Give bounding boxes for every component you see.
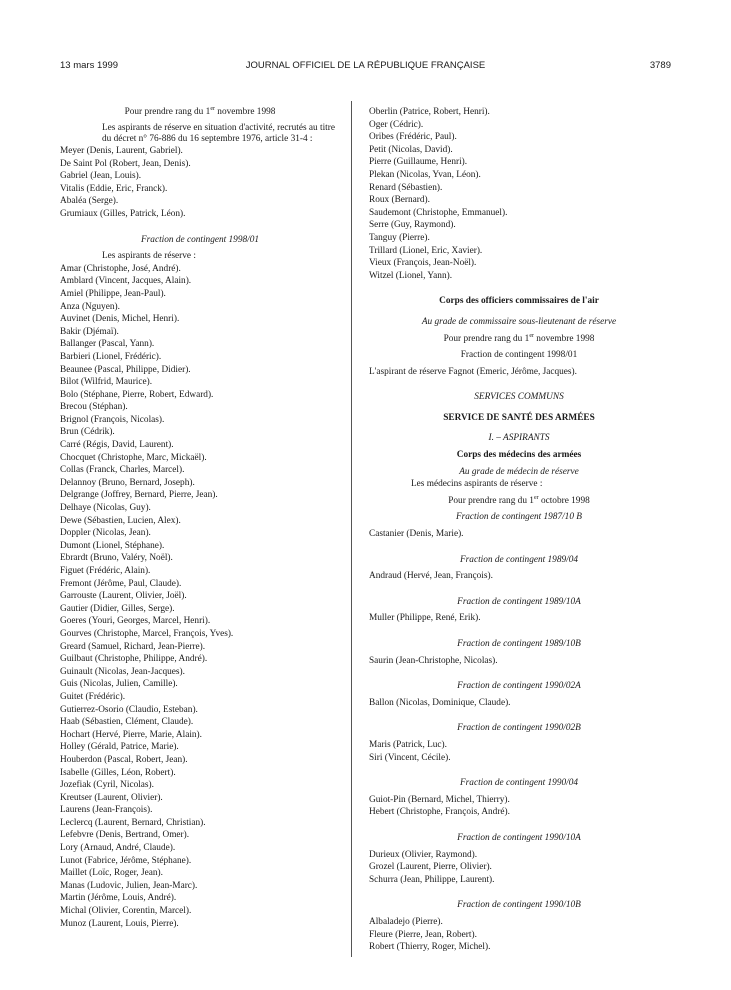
names-list-a: [60, 145, 340, 221]
list-item: Gautier (Didier, Gilles, Serge).: [60, 603, 175, 614]
list-item: Renard (Sébastien).: [369, 182, 443, 193]
page-date: 13 mars 1999: [60, 60, 119, 71]
list-item: Tanguy (Pierre).: [369, 232, 430, 243]
list-item: Vieux (François, Jean-Noël).: [369, 258, 477, 269]
list-item: Guitet (Frédéric).: [60, 691, 126, 702]
list-item: Brignol (François, Nicolas).: [60, 414, 165, 425]
fraction-label: Fraction de contingent 1987/10 B: [455, 512, 582, 523]
list-item: Delannoy (Bruno, Bernard, Joseph).: [60, 477, 195, 488]
sante-heading: SERVICE DE SANTÉ DES ARMÉES: [443, 412, 595, 423]
list-item: Oberlin (Patrice, Robert, Henri).: [369, 107, 490, 117]
list-item: Grozel (Laurent, Pierre, Olivier).: [369, 862, 492, 873]
list-item: Petit (Nicolas, David).: [369, 144, 453, 155]
list-item: Guiot-Pin (Bernard, Michel, Thierry).: [369, 794, 510, 805]
sub-intro: Les aspirants de réserve :: [102, 251, 196, 262]
list-item: Siri (Vincent, Cécile).: [369, 752, 451, 763]
list-item: Plekan (Nicolas, Yvan, Léon).: [369, 169, 481, 180]
list-item: Lefebvre (Denis, Bertrand, Omer).: [60, 830, 190, 841]
med-intro: Les médecins aspirants de réserve :: [411, 479, 543, 490]
list-item: Fleure (Pierre, Jean, Robert).: [369, 929, 477, 940]
list-item: Houberdon (Pascal, Robert, Jean).: [60, 754, 188, 765]
list-item: Gabriel (Jean, Louis).: [60, 171, 142, 182]
list-item: Martin (Jérôme, Louis, André).: [60, 893, 177, 904]
list-item: Abaléa (Serge).: [60, 196, 119, 207]
fraction-groups: [369, 511, 669, 953]
list-item: Serre (Guy, Raymond).: [369, 220, 456, 231]
corps-entry: L'aspirant de réserve Fagnot (Emeric, Jérôme, Jacques).: [369, 366, 577, 377]
list-item: Laurens (Jean-François).: [60, 805, 153, 816]
list-item: Ebrardt (Bruno, Valéry, Noël).: [60, 553, 173, 564]
med-rank: Pour prendre rang du 1er octobre 1998: [448, 494, 590, 506]
column-divider: [351, 101, 352, 957]
list-item: Leclercq (Laurent, Bernard, Christian).: [60, 817, 206, 828]
list-item: Muller (Philippe, René, Erik).: [369, 613, 481, 624]
list-item: Oribes (Frédéric, Paul).: [369, 132, 457, 143]
list-item: Collas (Franck, Charles, Marcel).: [60, 465, 185, 476]
list-item: Guinault (Nicolas, Jean-Jacques).: [60, 666, 185, 677]
list-item: Hebert (Christophe, François, André).: [369, 807, 510, 818]
list-item: Dumont (Lionel, Stéphane).: [60, 540, 165, 551]
list-item: Saudemont (Christophe, Emmanuel).: [369, 207, 508, 218]
list-item: Michal (Olivier, Corentin, Marcel).: [60, 906, 192, 917]
list-item: Holley (Gérald, Patrice, Marie).: [60, 742, 179, 753]
list-item: Bakir (Djémaï).: [60, 326, 119, 337]
list-item: Guilbaut (Christophe, Philippe, André).: [60, 654, 208, 665]
list-item: Anza (Nguyen).: [60, 301, 120, 312]
list-item: Chocquet (Christophe, Marc, Mickaël).: [60, 452, 207, 463]
list-item: Pierre (Guillaume, Henri).: [369, 157, 468, 168]
aspirants-heading: I. – ASPIRANTS: [488, 433, 550, 444]
list-item: Ballon (Nicolas, Dominique, Claude).: [369, 697, 511, 708]
corps-fraction: Fraction de contingent 1998/01: [460, 350, 578, 361]
list-item: Greard (Samuel, Richard, Jean-Pierre).: [60, 641, 206, 652]
fraction-label: Fraction de contingent 1989/10B: [457, 639, 581, 649]
list-item: Gutierrez-Osorio (Claudio, Esteban).: [60, 704, 198, 715]
list-item: Vitalis (Eddie, Eric, Franck).: [60, 183, 168, 194]
list-item: Munoz (Laurent, Louis, Pierre).: [60, 918, 179, 929]
list-item: Doppler (Nicolas, Jean).: [60, 528, 151, 539]
intro-paragraph: Les aspirants de réserve en situation d'activité, recrutés au titre du décret n° 76-886 du 16 septembre 1976, article 31-4 :: [102, 122, 335, 144]
fraction-label: Fraction de contingent 1990/04: [460, 778, 578, 789]
list-item: Haab (Sébastien, Clément, Claude).: [60, 717, 194, 728]
list-item: Maris (Patrick, Luc).: [369, 739, 447, 750]
corps-rank: Pour prendre rang du 1er novembre 1998: [443, 332, 595, 344]
list-item: Robert (Thierry, Roger, Michel).: [369, 942, 491, 953]
left-column: [60, 106, 340, 930]
list-item: Maillet (Loïc, Roger, Jean).: [60, 868, 163, 879]
list-item: Schurra (Jean, Philippe, Laurent).: [369, 874, 495, 885]
list-item: Amar (Christophe, José, André).: [60, 263, 181, 274]
list-item: Saurin (Jean-Christophe, Nicolas).: [369, 655, 498, 666]
list-item: Kreutser (Laurent, Olivier).: [60, 792, 163, 803]
list-item: Bilot (Wilfrid, Maurice).: [60, 377, 153, 388]
list-item: Hochart (Hervé, Pierre, Marie, Alain).: [60, 729, 202, 740]
list-item: Barbieri (Lionel, Frédéric).: [60, 351, 162, 362]
list-item: Delhaye (Nicolas, Guy).: [60, 503, 151, 514]
list-item: Witzel (Lionel, Yann).: [369, 270, 453, 281]
list-item: Fremont (Jérôme, Paul, Claude).: [60, 578, 182, 589]
list-item: Goeres (Youri, Georges, Marcel, Henri).: [60, 616, 211, 627]
list-item: Ballanger (Pascal, Yann).: [60, 339, 155, 350]
fraction-heading: Fraction de contingent 1998/01: [141, 234, 259, 245]
names-list-top: [369, 106, 669, 282]
list-item: Amiel (Philippe, Jean-Paul).: [60, 288, 166, 299]
journal-title: JOURNAL OFFICIEL DE LA RÉPUBLIQUE FRANÇAISE: [245, 60, 486, 71]
services-heading: SERVICES COMMUNS: [474, 392, 564, 403]
list-item: Castanier (Denis, Marie).: [369, 529, 464, 540]
list-item: Brun (Cédrik).: [60, 427, 115, 438]
list-item: Lunot (Fabrice, Jérôme, Stéphane).: [60, 855, 192, 866]
list-item: Bolo (Stéphane, Pierre, Robert, Edward).: [60, 389, 214, 400]
right-column: [369, 106, 669, 954]
list-item: Brecou (Stéphan).: [60, 402, 128, 413]
list-item: Manas (Ludovic, Julien, Jean-Marc).: [60, 880, 198, 891]
fraction-label: Fraction de contingent 1989/10A: [457, 596, 581, 607]
corps-grade: Au grade de commissaire sous-lieutenant de réserve: [421, 316, 617, 327]
page-number: 3789: [649, 60, 671, 71]
list-item: Meyer (Denis, Laurent, Gabriel).: [60, 146, 183, 156]
list-item: Andraud (Hervé, Jean, François).: [369, 571, 493, 582]
list-item: Oger (Cédric).: [369, 119, 424, 130]
fraction-label: Fraction de contingent 1990/10B: [457, 900, 581, 911]
list-item: Albaladejo (Pierre).: [369, 916, 443, 927]
list-item: Trillard (Lionel, Eric, Xavier).: [369, 245, 483, 256]
list-item: Carré (Régis, David, Laurent).: [60, 440, 174, 451]
fraction-label: Fraction de contingent 1989/04: [460, 554, 578, 565]
list-item: Gourves (Christophe, Marcel, François, Yves).: [60, 628, 234, 639]
fraction-label: Fraction de contingent 1990/02B: [457, 723, 581, 734]
list-item: Grumiaux (Gilles, Patrick, Léon).: [60, 208, 186, 219]
med-grade: Au grade de médecin de réserve: [459, 466, 579, 477]
list-item: Durieux (Olivier, Raymond).: [369, 849, 478, 860]
fraction-label: Fraction de contingent 1990/10A: [457, 832, 581, 843]
corps-title: Corps des officiers commissaires de l'air: [439, 296, 599, 307]
list-item: Amblard (Vincent, Jacques, Alain).: [60, 276, 192, 287]
medecins-heading: Corps des médecins des armées: [456, 450, 582, 461]
list-item: De Saint Pol (Robert, Jean, Denis).: [60, 158, 191, 169]
list-item: Dewe (Sébastien, Lucien, Alex).: [60, 515, 181, 526]
list-item: Beaunee (Pascal, Philippe, Didier).: [60, 364, 191, 375]
list-item: Lory (Arnaud, André, Claude).: [60, 843, 176, 854]
list-item: Isabelle (Gilles, Léon, Robert).: [60, 767, 176, 778]
list-item: Auvinet (Denis, Michel, Henri).: [60, 314, 180, 325]
list-item: Figuet (Frédéric, Alain).: [60, 566, 151, 576]
list-item: Delgrange (Joffrey, Bernard, Pierre, Jean).: [60, 490, 218, 501]
list-item: Roux (Bernard).: [369, 195, 430, 206]
rank-heading: Pour prendre rang du 1er novembre 1998: [124, 106, 276, 117]
list-item: Jozefiak (Cyril, Nicolas).: [60, 780, 154, 791]
fraction-label: Fraction de contingent 1990/02A: [457, 681, 581, 692]
names-list-b: [60, 263, 340, 930]
list-item: Garrouste (Laurent, Olivier, Joël).: [60, 591, 187, 602]
list-item: Guis (Nicolas, Julien, Camille).: [60, 679, 178, 690]
